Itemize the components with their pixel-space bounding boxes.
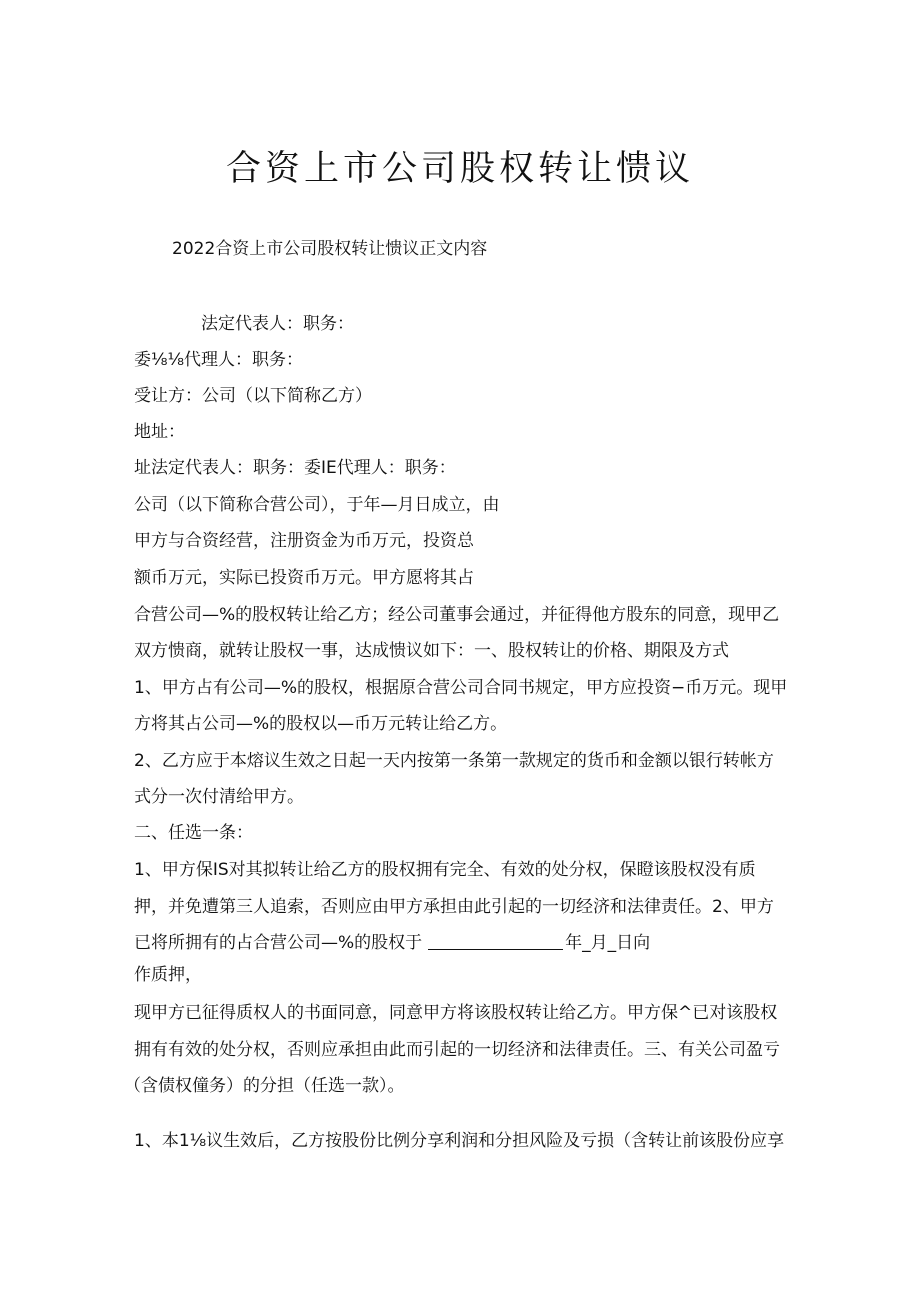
paragraph-line: 拥有有效的处分权，否则应承担由此而引起的一切经济和法律责任。三、有关公司盈亏 xyxy=(134,1040,780,1060)
paragraph-line: （含债权僮务）的分担（任选一款）。 xyxy=(124,1076,405,1096)
paragraph-line: 1、甲方保IS对其拟转让给乙方的股权拥有完全、有效的处分权，保瞪该股权没有质 xyxy=(134,860,756,880)
paragraph-line: 合营公司—%的股权转让给乙方；经公司董事会通过，并征得他方股东的同意，现甲乙 xyxy=(134,605,780,625)
paragraph-line: 甲方与合资经营，注册资金为币万元，投资总 xyxy=(134,531,474,551)
paragraph-line: 1、甲方占有公司—%的股权，根据原合营公司合同书规定，甲方应投资−币万元。现甲 xyxy=(134,678,788,698)
paragraph-line: 受让方：公司（以下简称乙方） xyxy=(134,386,372,406)
paragraph-line: 式分一次付清给甲方。 xyxy=(134,787,304,807)
paragraph-line: 押，并免遭第三人追索，否则应由甲方承担由此引起的一切经济和法律责任。2、甲方 xyxy=(134,897,774,917)
blank-fill-line xyxy=(428,931,563,950)
paragraph-line: 1、本1⅛议生效后，乙方按股份比例分享利润和分担风险及亏损（含转让前该股份应享 xyxy=(134,1131,785,1151)
paragraph-line: 址法定代表人：职务：委IE代理人：职务： xyxy=(134,458,456,478)
paragraph-line: 2、乙方应于本熔议生效之日起一天内按第一条第一款规定的货币和金额以银行转帐方 xyxy=(134,751,774,771)
paragraph-line: 作质押， xyxy=(134,965,202,985)
pledge-date-text: 年_月_日向 xyxy=(565,933,651,953)
document-subtitle: 2022合资上市公司股权转让愦议正文内容 xyxy=(172,239,488,259)
section-heading: 二、任选一条： xyxy=(134,823,253,843)
paragraph-line: 地址： xyxy=(134,422,185,442)
paragraph-line: 双方愦商，就转让股权一事，达成愦议如下：一、股权转让的价格、期限及方式 xyxy=(134,641,729,661)
paragraph-line: 法定代表人：职务： xyxy=(201,314,354,334)
paragraph-line: 方将其占公司—%的股权以—币万元转让给乙方。 xyxy=(134,714,508,734)
paragraph-line: 额币万元，实际已投资币万元。甲方愿将其占 xyxy=(134,568,474,588)
pledge-text-start: 已将所拥有的占合营公司—%的股权于 xyxy=(134,933,423,953)
paragraph-line: 委⅛⅛代理人：职务： xyxy=(134,350,303,370)
document-title: 合资上市公司股权转让愦议 xyxy=(225,149,694,189)
paragraph-line: 公司（以下简称合营公司），于年—月日成立，由 xyxy=(134,495,500,515)
paragraph-line: 现甲方已征得质权人的书面同意，同意甲方将该股权转让给乙方。甲方保^已对该股权 xyxy=(134,1003,778,1023)
paragraph-line xyxy=(134,930,650,956)
